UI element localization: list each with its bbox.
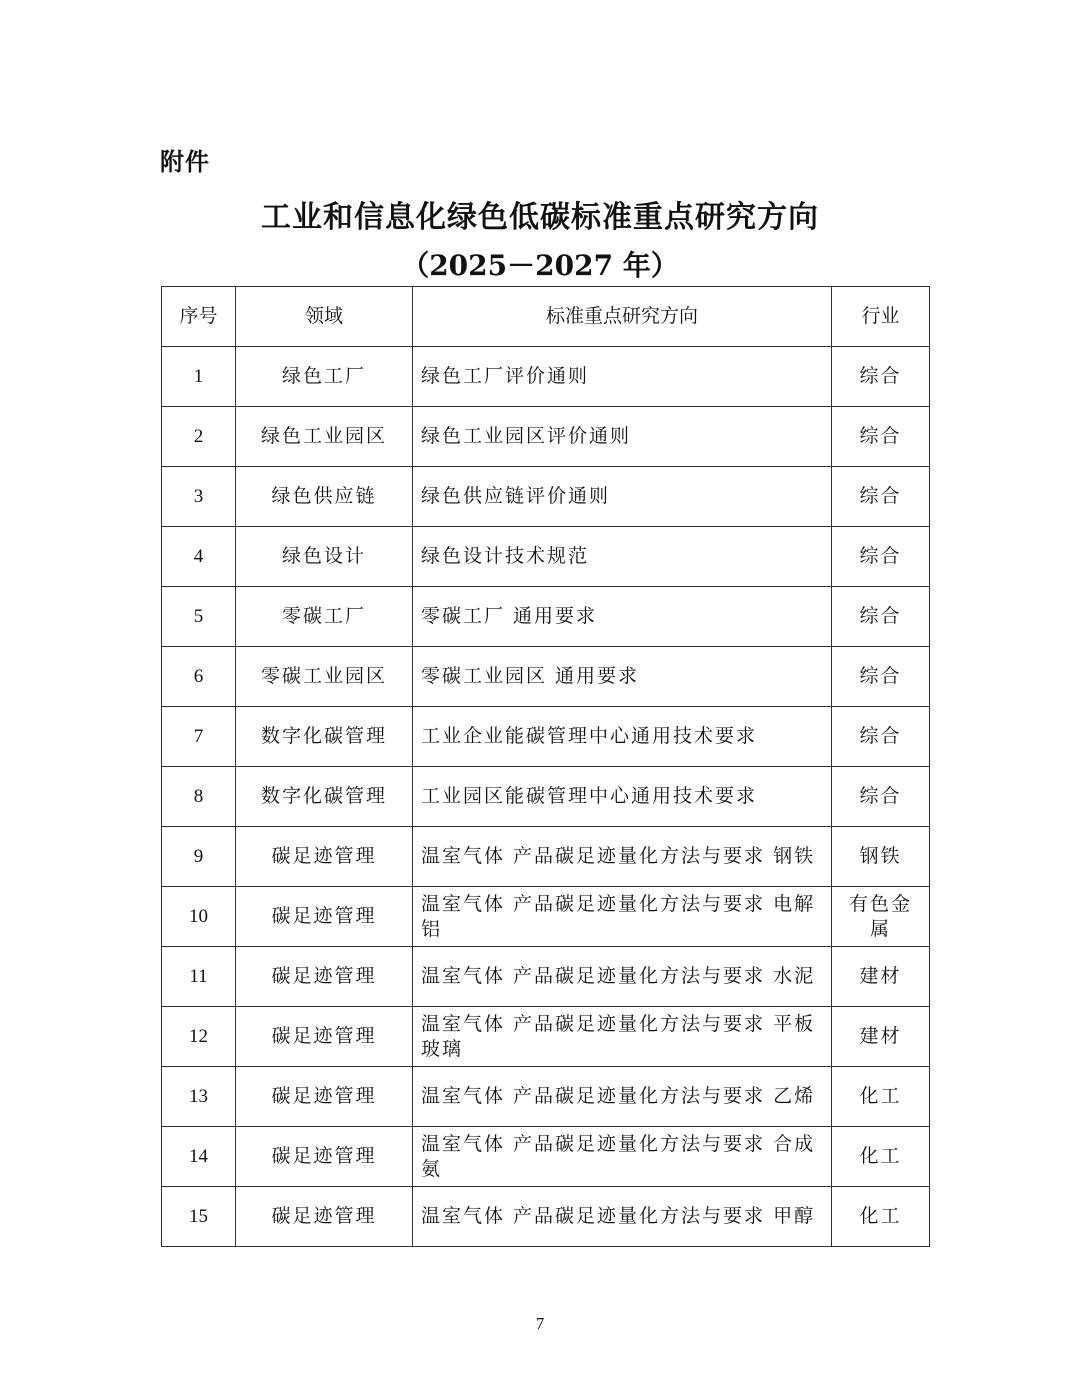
row-serial-number: 9 [162, 827, 236, 887]
row-research-direction: 绿色设计技术规范 [413, 527, 832, 587]
header-research-direction: 标准重点研究方向 [413, 287, 832, 347]
table-row [162, 827, 930, 887]
row-field: 碳足迹管理 [236, 1007, 413, 1067]
row-research-direction: 温室气体 产品碳足迹量化方法与要求 合成氨 [413, 1127, 832, 1187]
row-serial-number: 6 [162, 647, 236, 707]
row-field: 零碳工厂 [236, 587, 413, 647]
row-research-direction: 零碳工业园区 通用要求 [413, 647, 832, 707]
table-header [162, 287, 930, 347]
row-research-direction: 温室气体 产品碳足迹量化方法与要求 平板玻璃 [413, 1007, 832, 1067]
table-row [162, 1007, 930, 1067]
table-row [162, 347, 930, 407]
row-industry: 钢铁 [832, 827, 930, 887]
row-field: 绿色设计 [236, 527, 413, 587]
row-research-direction: 工业园区能碳管理中心通用技术要求 [413, 767, 832, 827]
table-row [162, 767, 930, 827]
table-row [162, 1187, 930, 1247]
table-body [162, 347, 930, 1247]
row-field: 碳足迹管理 [236, 887, 413, 947]
row-serial-number: 7 [162, 707, 236, 767]
table-row [162, 1127, 930, 1187]
row-industry: 有色金属 [832, 887, 930, 947]
row-field: 绿色工厂 [236, 347, 413, 407]
row-serial-number: 10 [162, 887, 236, 947]
row-serial-number: 4 [162, 527, 236, 587]
row-field: 碳足迹管理 [236, 947, 413, 1007]
table-row [162, 467, 930, 527]
row-industry: 综合 [832, 407, 930, 467]
row-industry: 综合 [832, 647, 930, 707]
row-industry: 综合 [832, 527, 930, 587]
row-industry: 建材 [832, 947, 930, 1007]
table-row [162, 647, 930, 707]
row-industry: 综合 [832, 587, 930, 647]
row-serial-number: 15 [162, 1187, 236, 1247]
row-industry: 化工 [832, 1127, 930, 1187]
page-number: 7 [535, 1314, 545, 1333]
row-industry: 综合 [832, 467, 930, 527]
row-serial-number: 1 [162, 347, 236, 407]
attachment-label: 附件 [160, 148, 210, 176]
row-serial-number: 11 [162, 947, 236, 1007]
row-industry: 综合 [832, 347, 930, 407]
research-directions-table [161, 286, 930, 1247]
table-row [162, 887, 930, 947]
header-serial-number: 序号 [162, 287, 236, 347]
row-research-direction: 温室气体 产品碳足迹量化方法与要求 甲醇 [413, 1187, 832, 1247]
row-field: 绿色供应链 [236, 467, 413, 527]
row-research-direction: 温室气体 产品碳足迹量化方法与要求 电解铝 [413, 887, 832, 947]
row-serial-number: 2 [162, 407, 236, 467]
row-serial-number: 12 [162, 1007, 236, 1067]
row-field: 绿色工业园区 [236, 407, 413, 467]
document-title: 工业和信息化绿色低碳标准重点研究方向 [261, 200, 819, 235]
row-serial-number: 14 [162, 1127, 236, 1187]
row-serial-number: 5 [162, 587, 236, 647]
header-industry: 行业 [832, 287, 930, 347]
row-field: 碳足迹管理 [236, 827, 413, 887]
row-research-direction: 温室气体 产品碳足迹量化方法与要求 钢铁 [413, 827, 832, 887]
row-field: 碳足迹管理 [236, 1187, 413, 1247]
row-industry: 综合 [832, 767, 930, 827]
row-research-direction: 零碳工厂 通用要求 [413, 587, 832, 647]
document-subtitle: （2025－2027 年） [401, 249, 679, 282]
row-research-direction: 温室气体 产品碳足迹量化方法与要求 水泥 [413, 947, 832, 1007]
row-field: 数字化碳管理 [236, 767, 413, 827]
row-industry: 化工 [832, 1187, 930, 1247]
row-industry: 化工 [832, 1067, 930, 1127]
table-row [162, 947, 930, 1007]
row-research-direction: 绿色工业园区评价通则 [413, 407, 832, 467]
header-field: 领域 [236, 287, 413, 347]
row-research-direction: 绿色供应链评价通则 [413, 467, 832, 527]
row-research-direction: 温室气体 产品碳足迹量化方法与要求 乙烯 [413, 1067, 832, 1127]
table-row [162, 407, 930, 467]
row-field: 碳足迹管理 [236, 1127, 413, 1187]
table-header-row [162, 287, 930, 347]
row-serial-number: 13 [162, 1067, 236, 1127]
table-row [162, 707, 930, 767]
row-research-direction: 工业企业能碳管理中心通用技术要求 [413, 707, 832, 767]
table-row [162, 527, 930, 587]
row-industry: 综合 [832, 707, 930, 767]
row-field: 零碳工业园区 [236, 647, 413, 707]
row-serial-number: 3 [162, 467, 236, 527]
table-row [162, 587, 930, 647]
row-research-direction: 绿色工厂评价通则 [413, 347, 832, 407]
row-field: 碳足迹管理 [236, 1067, 413, 1127]
row-field: 数字化碳管理 [236, 707, 413, 767]
table-row [162, 1067, 930, 1127]
row-industry: 建材 [832, 1007, 930, 1067]
row-serial-number: 8 [162, 767, 236, 827]
